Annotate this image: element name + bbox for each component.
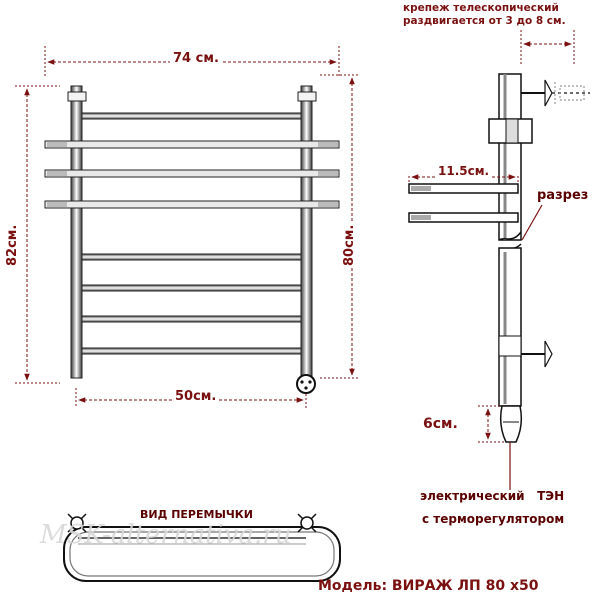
front-view bbox=[15, 46, 360, 408]
inner-rungs bbox=[82, 113, 301, 354]
heater-note-line1: электрический ТЭН bbox=[420, 489, 565, 503]
heater-height-label: 6см. bbox=[423, 416, 458, 432]
section-leader bbox=[522, 205, 542, 240]
left-cap bbox=[68, 92, 86, 101]
height-inner-label: 80см. bbox=[342, 224, 357, 266]
heater-note-line2: с терморегулятором bbox=[422, 512, 565, 526]
watermark: MSK-alternativa.ru bbox=[40, 520, 292, 550]
shelf-depth-label: 11.5см. bbox=[438, 164, 490, 178]
bottom-wall-bracket bbox=[521, 341, 552, 367]
right-post bbox=[301, 86, 312, 378]
right-cap bbox=[298, 92, 316, 101]
mount-note-line1: крепеж телескопический bbox=[403, 2, 559, 14]
jumper-bolt-right bbox=[298, 514, 316, 532]
jumper-view-title: ВИД ПЕРЕМЫЧКИ bbox=[140, 508, 253, 521]
side-post-lower bbox=[499, 248, 521, 406]
model-title: Модель: ВИРАЖ ЛП 80 x50 bbox=[318, 578, 539, 594]
width-total-label: 74 см. bbox=[170, 51, 222, 66]
shelf-bars bbox=[45, 141, 339, 208]
heater-body bbox=[501, 406, 522, 442]
heater-connector bbox=[297, 375, 315, 393]
section-label: разрез bbox=[537, 188, 589, 203]
top-wall-bracket bbox=[521, 80, 590, 106]
width-bottom-label: 50см. bbox=[172, 389, 219, 404]
mount-note-line2: раздвигается от 3 до 8 см. bbox=[403, 15, 566, 27]
height-total-label: 82см. bbox=[5, 224, 20, 266]
left-post bbox=[71, 86, 82, 378]
lower-mount-block bbox=[499, 336, 521, 356]
